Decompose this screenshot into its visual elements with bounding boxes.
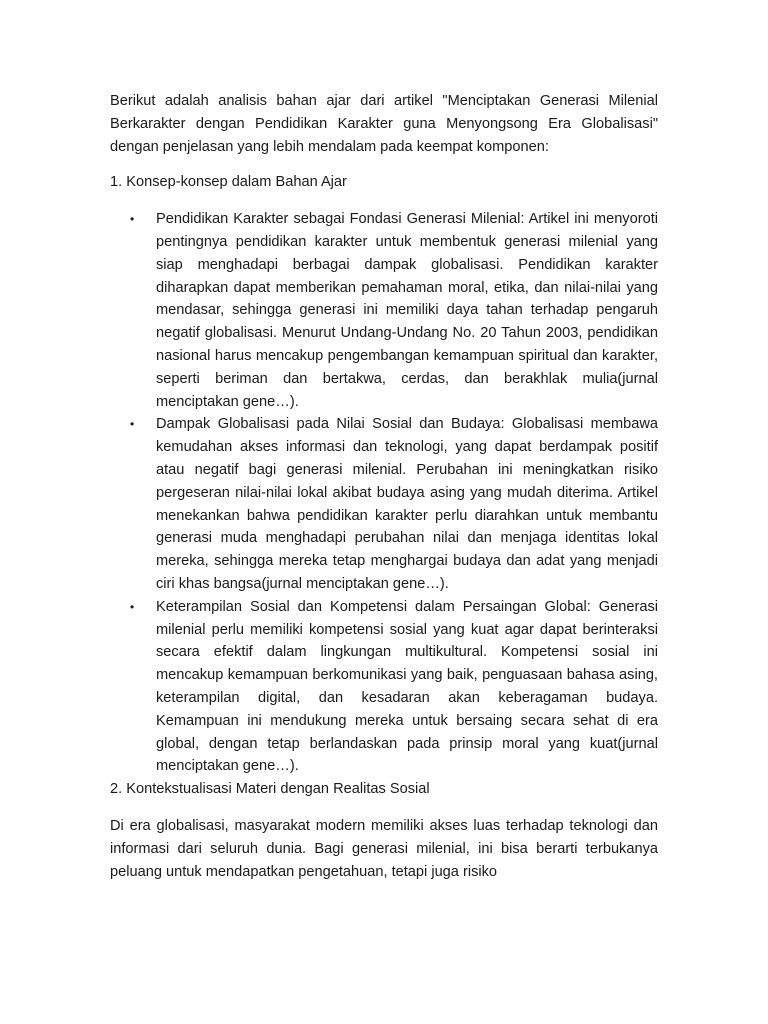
list-item <box>110 596 658 778</box>
intro-paragraph: Berikut adalah analisis bahan ajar dari artikel "Menciptakan Generasi Milenial Berkarakter dengan Pendidikan Karakter guna Menyongsong Era Globalisasi" dengan penjelasan yang lebih mendalam pada keempat komponen: <box>110 93 658 155</box>
list-item <box>110 413 658 595</box>
section-2-paragraph: Di era globalisasi, masyarakat modern memiliki akses luas terhadap teknologi dan informasi dari seluruh dunia. Bagi generasi milenial, ini bisa berarti terbukanya peluang untuk mendapatkan pengetahuan, tetapi juga risiko <box>110 817 658 880</box>
list-item-text: Dampak Globalisasi pada Nilai Sosial dan Budaya: Globalisasi membawa kemudahan akses informasi dan teknologi, yang dapat berdampak positif atau negatif bagi generasi milenial. Perubahan ini meningkatkan risiko pergeseran nilai-nilai lokal akibat budaya asing yang mudah diterima. Artikel menekankan bahwa pendidikan karakter perlu diarahkan untuk membantu generasi muda menghadapi perubahan nilai dan menjaga identitas lokal mereka, sehingga mereka tetap menghargai budaya dan adat yang menjadi ciri khas bangsa(jurnal menciptakan gene…). <box>156 416 658 592</box>
list-item <box>110 208 658 413</box>
list-item-text: Pendidikan Karakter sebagai Fondasi Generasi Milenial: Artikel ini menyoroti pentingnya pendidikan karakter untuk membentuk generasi milenial yang siap menghadapi berbagai dampak globalisasi. Pendidikan karakter diharapkan dapat memberikan pemahaman moral, etika, dan nilai-nilai yang mendasar, sehingga generasi ini memiliki daya tahan terhadap pengaruh negatif globalisasi. Menurut Undang-Undang No. 20 Tahun 2003, pendidikan nasional harus mencakup pengembangan kemampuan spiritual dan karakter, seperti beriman dan bertakwa, cerdas, dan berakhlak mulia(jurnal menciptakan gene…). <box>156 211 658 410</box>
section-1-heading: 1. Konsep-konsep dalam Bahan Ajar <box>110 174 347 191</box>
bullet-icon: • <box>130 417 135 432</box>
section-2-body <box>110 815 658 883</box>
list-item-text: Keterampilan Sosial dan Kompetensi dalam Persaingan Global: Generasi milenial perlu memiliki kompetensi sosial yang kuat agar dapat berinteraksi secara efektif dalam lingkungan multikultural. Kompetensi sosial ini mencakup kemampuan berkomunikasi yang baik, penguasaan bahasa asing, keterampilan digital, dan kesadaran akan keberagaman budaya. Kemampuan ini mendukung mereka untuk bersaing secara sehat di era global, dengan tetap berlandaskan pada prinsip moral yang kuat(jurnal menciptakan gene…). <box>156 598 658 775</box>
bullet-icon: • <box>130 212 135 227</box>
section-2-heading: 2. Kontekstualisasi Materi dengan Realitas Sosial <box>110 781 430 798</box>
section-1-bullet-list <box>110 208 658 778</box>
bullet-icon: • <box>130 599 135 614</box>
